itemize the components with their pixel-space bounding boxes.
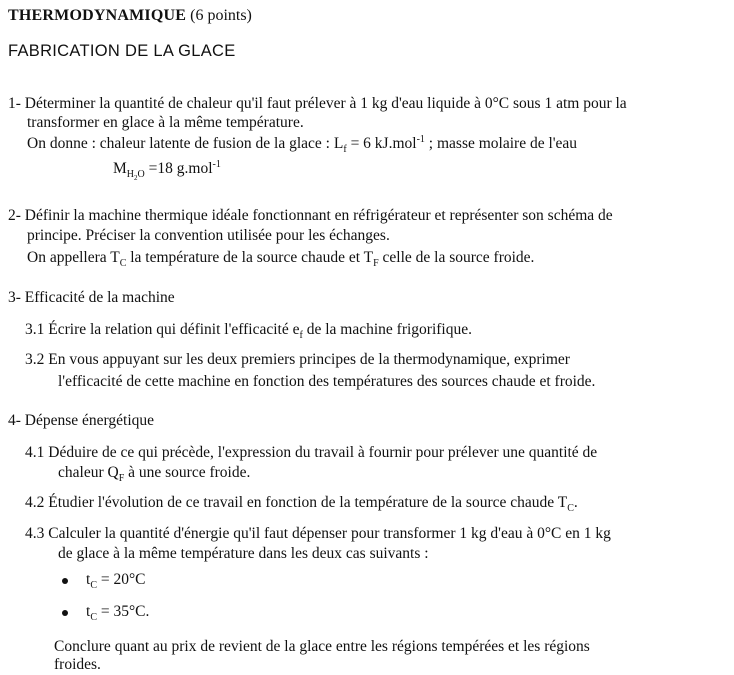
- q3-2-line1: 3.2 En vous appuyant sur les deux premiers principes de la thermodynamique, exprimer: [25, 351, 570, 368]
- title-points: (6 points): [190, 7, 252, 24]
- conclusion-line1: Conclure quant au prix de revient de la glace entre les régions tempérées et les régions: [54, 638, 590, 655]
- bullet-icon: [62, 610, 68, 616]
- q4-1-line2: chaleur $Q_F$ à une source froide.: [58, 464, 251, 485]
- q4-2: 4.2 Étudier l'évolution de ce travail en fonction de la température de la source chaude $T_C$.: [25, 494, 578, 515]
- q1-given: On donne : chaleur latente de fusion de la glace : $L_f = 6$ kJ.mol$^{-1}$ ; masse molaire de l'eau: [27, 133, 578, 156]
- exercise-title: [8, 6, 252, 25]
- q3-1: 3.1 Écrire la relation qui définit l'efficacité $e_f$ de la machine frigorifique.: [25, 321, 472, 342]
- q4-1-line1: 4.1 Déduire de ce qui précède, l'expression du travail à fournir pour prélever une quantité de: [25, 444, 598, 461]
- q1-line1: 1- Déterminer la quantité de chaleur qu'il faut prélever à 1 kg d'eau liquide à 0°C sous 1 atm pour la: [8, 95, 627, 112]
- bullet-icon: [62, 578, 68, 584]
- q1-line2: transformer en glace à la même température.: [27, 114, 304, 131]
- case-tc-35: $t_C = 35^\circ C$.: [86, 603, 150, 624]
- q2-line2: principe. Préciser la convention utilisée pour les échanges.: [27, 227, 390, 244]
- q1-molar-mass: $M_{H_2O} =18$ g.mol$^{-1}$: [113, 158, 221, 183]
- q4-3-line1: 4.3 Calculer la quantité d'énergie qu'il faut dépenser pour transformer 1 kg d'eau à 0°C en 1 kg: [25, 525, 611, 542]
- section-subtitle: FABRICATION DE LA GLACE: [8, 42, 236, 60]
- q3-2-line2: l'efficacité de cette machine en fonction des températures des sources chaude et froide.: [58, 373, 596, 390]
- q2-line1: 2- Définir la machine thermique idéale fonctionnant en réfrigérateur et représenter son schéma de: [8, 207, 613, 224]
- q4-3-line2: de glace à la même température dans les deux cas suivants :: [58, 545, 429, 562]
- q2-line3: On appellera $T_C$ la température de la source chaude et $T_F$ celle de la source froide.: [27, 249, 535, 270]
- case-tc-20: $t_C = 20^\circ C$: [86, 571, 146, 592]
- title-bold: THERMODYNAMIQUE: [8, 7, 187, 24]
- conclusion-line2: froides.: [54, 656, 101, 673]
- q4-heading: 4- Dépense énergétique: [8, 412, 155, 429]
- q3-heading: 3- Efficacité de la machine: [8, 289, 175, 306]
